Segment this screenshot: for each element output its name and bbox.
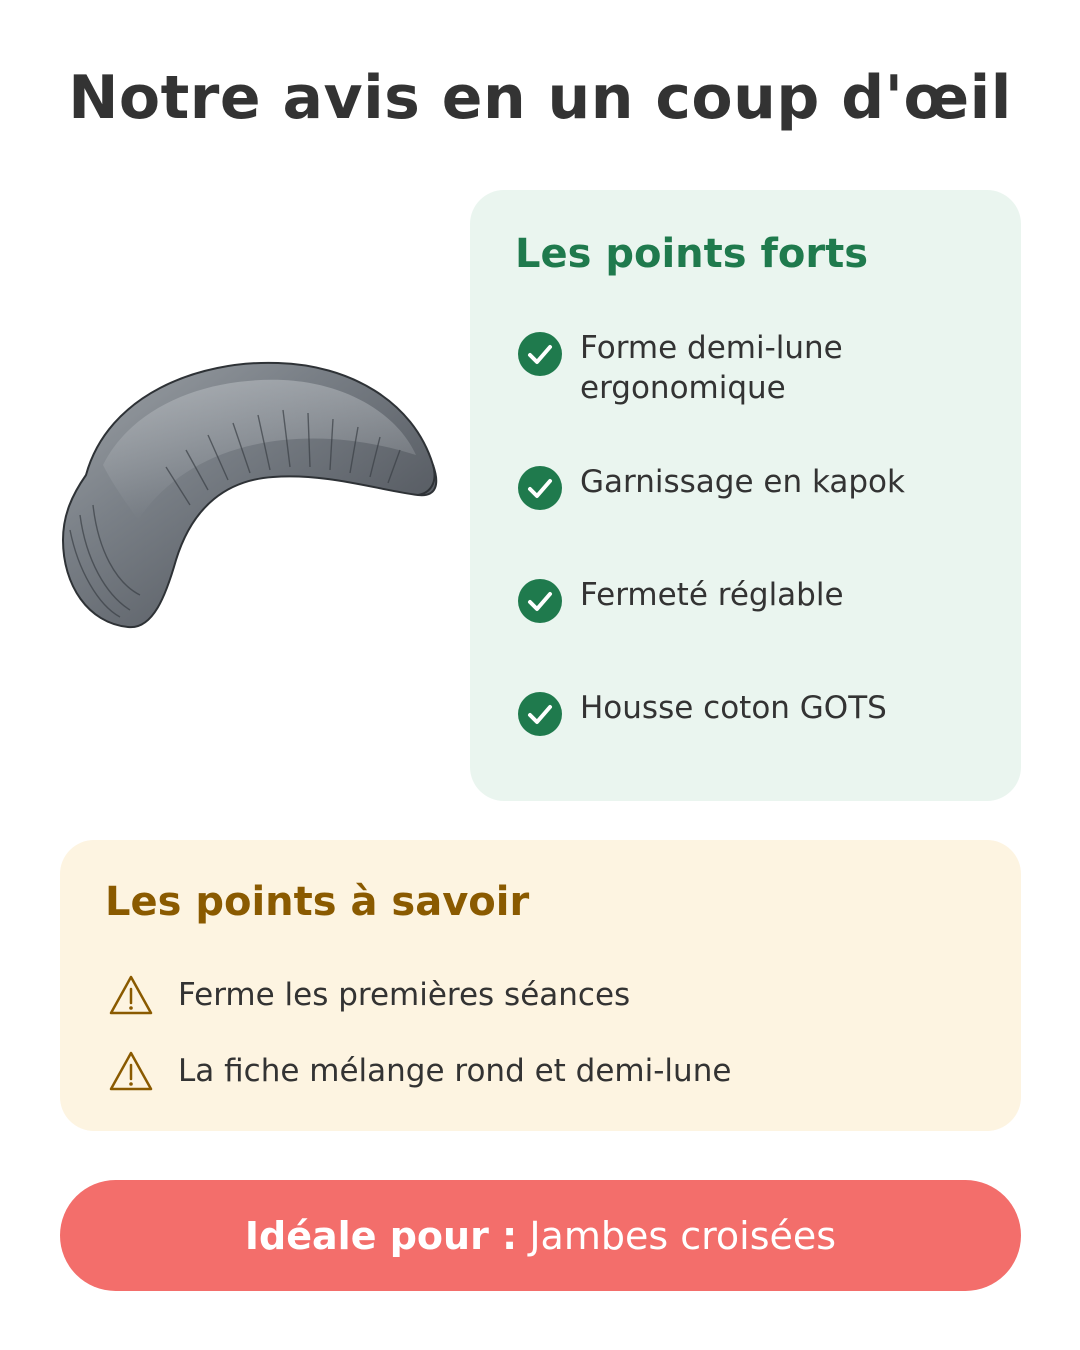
con-label: La fiche mélange rond et demi-lune bbox=[178, 1053, 732, 1089]
cons-card bbox=[60, 840, 1021, 1131]
check-circle-icon bbox=[518, 332, 562, 376]
pros-card bbox=[470, 190, 1021, 801]
pros-title: Les points forts bbox=[515, 231, 869, 277]
warning-triangle-icon bbox=[108, 974, 154, 1016]
cons-title: Les points à savoir bbox=[105, 879, 530, 925]
product-image bbox=[58, 355, 443, 635]
con-item bbox=[108, 1050, 731, 1092]
con-label: Ferme les premières séances bbox=[178, 977, 631, 1013]
con-item bbox=[108, 974, 630, 1016]
pro-label: Garnissage en kapok bbox=[580, 464, 905, 500]
pro-label: Housse coton GOTS bbox=[580, 690, 887, 726]
pro-item bbox=[518, 332, 988, 408]
warning-triangle-icon bbox=[108, 1050, 154, 1092]
check-circle-icon bbox=[518, 466, 562, 510]
check-circle-icon bbox=[518, 579, 562, 623]
pro-label: Fermeté réglable bbox=[580, 577, 844, 613]
pro-item bbox=[518, 579, 988, 623]
ideal-for-banner bbox=[60, 1180, 1021, 1291]
check-circle-icon bbox=[518, 692, 562, 736]
pro-label: Forme demi-lune ergonomique bbox=[580, 330, 843, 406]
ideal-for-value: Jambes croisées bbox=[529, 1213, 837, 1258]
pro-item bbox=[518, 466, 988, 510]
page-title: Notre avis en un coup d'œil bbox=[68, 63, 1012, 133]
ideal-for-label: Idéale pour : bbox=[244, 1213, 518, 1258]
pro-item bbox=[518, 692, 988, 736]
